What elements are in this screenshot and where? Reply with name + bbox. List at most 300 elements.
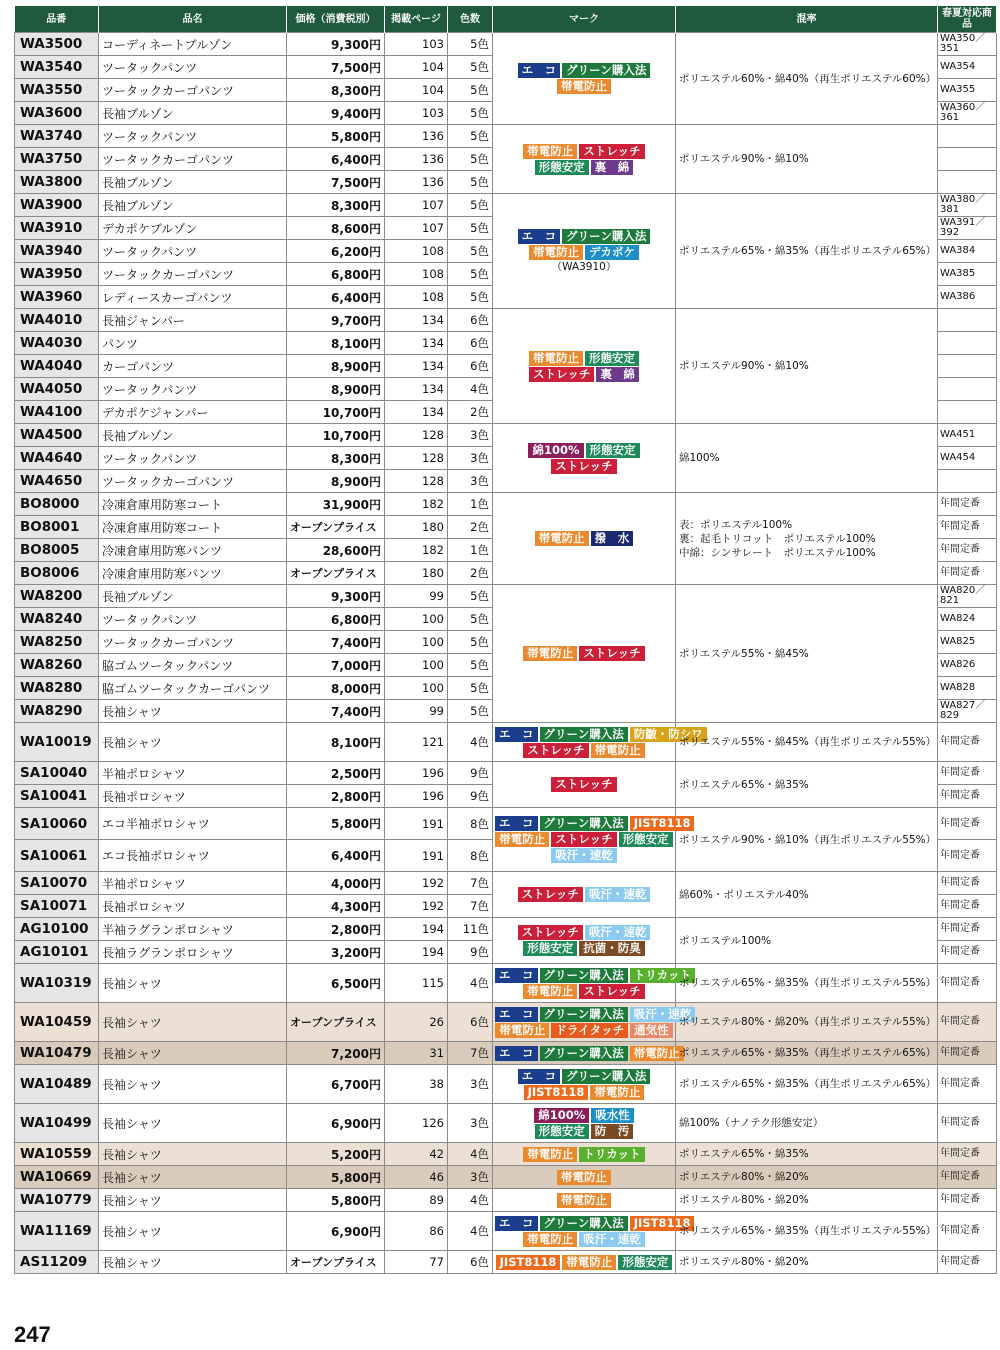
mark-badge: ストレッチ — [551, 459, 616, 474]
mark-badge: 形態安定 — [523, 941, 577, 956]
mark-cell — [493, 762, 676, 808]
table-body — [15, 33, 997, 1274]
mark-badge: 形態安定 — [535, 160, 589, 175]
table-row — [15, 723, 997, 762]
mark-cell — [493, 1251, 676, 1274]
color-count: 5色 — [448, 79, 493, 102]
product-code: WA4030 — [15, 332, 99, 355]
catalog-page: 121 — [385, 723, 448, 762]
catalog-page: 104 — [385, 79, 448, 102]
fabric-mix: ポリエステル65%・綿35%（再生ポリエステル65%） — [676, 1042, 938, 1065]
mark-line — [494, 925, 674, 940]
product-code: WA4040 — [15, 355, 99, 378]
product-name: 長袖シャツ — [99, 1143, 287, 1166]
product-code: WA8290 — [15, 700, 99, 723]
mark-line — [494, 646, 674, 661]
mark-badge: ストレッチ — [518, 887, 583, 902]
color-count: 5色 — [448, 102, 493, 125]
color-count: 5色 — [448, 677, 493, 700]
summer-item: WA828 — [938, 677, 997, 700]
mark-cell — [493, 585, 676, 723]
mark-badge: 帯電防止 — [562, 1255, 616, 1270]
product-code: WA3500 — [15, 33, 99, 56]
mark-line — [494, 887, 674, 902]
product-code: WA3950 — [15, 263, 99, 286]
color-count: 4色 — [448, 723, 493, 762]
summer-item: 年間定番 — [938, 872, 997, 895]
mark-cell — [493, 33, 676, 125]
product-price: オープンプライス — [287, 516, 385, 539]
color-count: 5色 — [448, 56, 493, 79]
color-count: 5色 — [448, 263, 493, 286]
product-code: WA8280 — [15, 677, 99, 700]
summer-item: 年間定番 — [938, 785, 997, 808]
product-price: 9,300円 — [287, 585, 385, 608]
product-name: カーゴパンツ — [99, 355, 287, 378]
catalog-page: 104 — [385, 56, 448, 79]
summer-item: WA354 — [938, 56, 997, 79]
mark-cell — [493, 1104, 676, 1143]
product-price: 5,200円 — [287, 1143, 385, 1166]
product-name: 半袖ポロシャツ — [99, 762, 287, 785]
product-name: ツータックカーゴパンツ — [99, 631, 287, 654]
product-code: SA10041 — [15, 785, 99, 808]
product-name: コーディネートブルゾン — [99, 33, 287, 56]
product-name: 長袖ブルゾン — [99, 585, 287, 608]
catalog-page: 99 — [385, 700, 448, 723]
product-code: WA8240 — [15, 608, 99, 631]
summer-item: 年間定番 — [938, 1104, 997, 1143]
mark-line — [494, 63, 674, 78]
summer-item: 年間定番 — [938, 941, 997, 964]
mark-line — [494, 1147, 674, 1162]
product-name: エコ半袖ポロシャツ — [99, 808, 287, 840]
header-name: 品名 — [99, 6, 287, 33]
product-name: ツータックカーゴパンツ — [99, 263, 287, 286]
summer-item: WA355 — [938, 79, 997, 102]
product-price: 8,100円 — [287, 723, 385, 762]
mark-badge: ストレッチ — [523, 743, 588, 758]
product-name: 冷凍倉庫用防寒コート — [99, 493, 287, 516]
mark-badge: 形態安定 — [535, 1124, 589, 1139]
color-count: 6色 — [448, 309, 493, 332]
product-price: 7,500円 — [287, 56, 385, 79]
color-count: 2色 — [448, 562, 493, 585]
catalog-page: 136 — [385, 148, 448, 171]
mark-badge: グリーン購入法 — [540, 968, 628, 983]
product-name: ツータックパンツ — [99, 125, 287, 148]
product-price: 2,500円 — [287, 762, 385, 785]
fabric-mix: ポリエステル90%・綿10%（再生ポリエステル55%） — [676, 808, 938, 872]
product-code: WA10489 — [15, 1065, 99, 1104]
summer-item: 年間定番 — [938, 539, 997, 562]
mark-cell — [493, 723, 703, 762]
header-colors: 色数 — [448, 6, 493, 33]
product-price: 5,800円 — [287, 808, 385, 840]
catalog-page: 194 — [385, 918, 448, 941]
color-count: 3色 — [448, 1104, 493, 1143]
catalog-page: 182 — [385, 539, 448, 562]
product-name: ツータックカーゴパンツ — [99, 470, 287, 493]
product-price: 2,800円 — [287, 785, 385, 808]
product-price: 5,800円 — [287, 125, 385, 148]
product-code: WA4500 — [15, 424, 99, 447]
mark-cell — [493, 918, 676, 964]
color-count: 6色 — [448, 332, 493, 355]
mark-badge: JIST8118 — [630, 1216, 695, 1231]
summer-item: 年間定番 — [938, 1251, 997, 1274]
mark-badge: 撥 水 — [591, 531, 634, 546]
mark-badge: ドライタッチ — [551, 1023, 628, 1038]
product-code: AG10100 — [15, 918, 99, 941]
summer-item: 年間定番 — [938, 1212, 997, 1251]
mark-badge: ストレッチ — [579, 984, 644, 999]
mark-cell — [493, 1003, 692, 1042]
product-price: 6,900円 — [287, 1104, 385, 1143]
product-price: 8,900円 — [287, 378, 385, 401]
mark-cell — [493, 194, 676, 309]
mark-badge: 綿100% — [534, 1108, 589, 1123]
product-code: WA4100 — [15, 401, 99, 424]
catalog-page: 196 — [385, 785, 448, 808]
color-count: 1色 — [448, 493, 493, 516]
product-code: WA3540 — [15, 56, 99, 79]
product-name: 長袖ブルゾン — [99, 194, 287, 217]
fabric-mix: ポリエステル100% — [676, 918, 938, 964]
product-code: WA4050 — [15, 378, 99, 401]
mark-cell — [493, 1212, 691, 1251]
mark-line — [494, 245, 674, 260]
product-code: WA10459 — [15, 1003, 99, 1042]
color-count: 11色 — [448, 918, 493, 941]
catalog-page: 192 — [385, 872, 448, 895]
color-count: 5色 — [448, 608, 493, 631]
color-count: 5色 — [448, 700, 493, 723]
mark-badge: 帯電防止 — [495, 1023, 549, 1038]
color-count: 2色 — [448, 516, 493, 539]
summer-item — [938, 148, 997, 171]
table-row — [15, 125, 997, 148]
product-name: 脇ゴムツータックカーゴパンツ — [99, 677, 287, 700]
fabric-mix: ポリエステル60%・綿40%（再生ポリエステル60%） — [676, 33, 938, 125]
mark-badge: トリカット — [579, 1147, 644, 1162]
color-count: 3色 — [448, 447, 493, 470]
summer-item: 年間定番 — [938, 1143, 997, 1166]
catalog-page: 99 — [385, 585, 448, 608]
catalog-page: 100 — [385, 654, 448, 677]
color-count: 4色 — [448, 964, 493, 1003]
color-count: 5色 — [448, 217, 493, 240]
mark-badge: エ コ — [495, 1007, 538, 1022]
mark-badge: ストレッチ — [551, 777, 616, 792]
mark-badge: ストレッチ — [518, 925, 583, 940]
mark-badge: 吸汗・速乾 — [551, 848, 617, 863]
table-row — [15, 1212, 997, 1251]
product-code: WA8200 — [15, 585, 99, 608]
table-row — [15, 585, 997, 608]
mark-badge: グリーン購入法 — [562, 63, 650, 78]
color-count: 3色 — [448, 1166, 493, 1189]
product-name: 長袖シャツ — [99, 1104, 287, 1143]
mark-cell — [493, 1189, 676, 1212]
mark-badge: 帯電防止 — [529, 245, 583, 260]
product-name: 半袖ラグランポロシャツ — [99, 918, 287, 941]
table-row — [15, 1003, 997, 1042]
mark-badge: 形態安定 — [585, 351, 639, 366]
product-price: 6,400円 — [287, 148, 385, 171]
product-name: 長袖シャツ — [99, 1003, 287, 1042]
table-row — [15, 1166, 997, 1189]
mark-badge: エ コ — [495, 727, 538, 742]
catalog-page: 31 — [385, 1042, 448, 1065]
mark-badge: 吸汗・速乾 — [579, 1232, 645, 1247]
summer-item: 年間定番 — [938, 840, 997, 872]
mark-badge: エ コ — [495, 1216, 538, 1231]
color-count: 7色 — [448, 895, 493, 918]
catalog-page: 180 — [385, 562, 448, 585]
summer-item — [938, 125, 997, 148]
color-count: 3色 — [448, 470, 493, 493]
catalog-page: 136 — [385, 171, 448, 194]
mark-line — [494, 1193, 674, 1208]
mark-badge: エ コ — [495, 816, 538, 831]
fabric-mix: ポリエステル65%・綿35%（再生ポリエステル65%） — [676, 194, 938, 309]
product-price: 10,700円 — [287, 401, 385, 424]
product-code: WA4640 — [15, 447, 99, 470]
product-price: 6,700円 — [287, 1065, 385, 1104]
product-code: BO8000 — [15, 493, 99, 516]
table-row — [15, 1251, 997, 1274]
product-code: SA10061 — [15, 840, 99, 872]
color-count: 4色 — [448, 1189, 493, 1212]
summer-item: 年間定番 — [938, 516, 997, 539]
mark-line — [494, 79, 674, 94]
mark-badge: JIST8118 — [524, 1085, 589, 1100]
summer-item: WA380／381 — [938, 194, 997, 217]
summer-item: WA386 — [938, 286, 997, 309]
product-price: 8,300円 — [287, 194, 385, 217]
mark-badge: 帯電防止 — [557, 1193, 611, 1208]
fabric-mix: ポリエステル80%・綿20% — [676, 1166, 938, 1189]
product-price: 6,500円 — [287, 964, 385, 1003]
product-name: 長袖シャツ — [99, 1042, 287, 1065]
fabric-mix: ポリエステル55%・綿45%（再生ポリエステル55%） — [676, 723, 938, 762]
mark-line — [494, 848, 674, 863]
summer-item: WA825 — [938, 631, 997, 654]
product-code: WA3800 — [15, 171, 99, 194]
mark-line — [494, 1069, 674, 1084]
summer-item — [938, 470, 997, 493]
mark-cell — [493, 1042, 680, 1065]
mark-badge: 吸汗・速乾 — [630, 1007, 696, 1022]
product-price: 8,900円 — [287, 470, 385, 493]
summer-item: WA451 — [938, 424, 997, 447]
product-name: ツータックカーゴパンツ — [99, 148, 287, 171]
product-price: 8,100円 — [287, 332, 385, 355]
catalog-page: 180 — [385, 516, 448, 539]
mark-line — [494, 984, 674, 999]
color-count: 7色 — [448, 872, 493, 895]
product-price: 6,400円 — [287, 840, 385, 872]
summer-item: 年間定番 — [938, 723, 997, 762]
product-name: 長袖ポロシャツ — [99, 785, 287, 808]
product-price: 31,900円 — [287, 493, 385, 516]
mark-line — [494, 816, 691, 831]
mark-line — [494, 967, 692, 983]
catalog-page: 134 — [385, 401, 448, 424]
summer-item — [938, 401, 997, 424]
product-price: 8,300円 — [287, 447, 385, 470]
mark-line — [494, 1215, 691, 1231]
summer-item: WA385 — [938, 263, 997, 286]
color-count: 3色 — [448, 1065, 493, 1104]
table-row — [15, 1065, 997, 1104]
mark-badge: ストレッチ — [551, 832, 616, 847]
mark-line — [494, 726, 703, 742]
summer-item: 年間定番 — [938, 1166, 997, 1189]
product-code: WA10019 — [15, 723, 99, 762]
mark-badge: トリカット — [630, 968, 695, 983]
product-name: 冷凍倉庫用防寒パンツ — [99, 562, 287, 585]
color-count: 5色 — [448, 194, 493, 217]
table-row — [15, 872, 997, 895]
mark-badge: ストレッチ — [529, 367, 594, 382]
product-code: WA3600 — [15, 102, 99, 125]
mark-line — [494, 1023, 674, 1038]
mark-badge: 帯電防止 — [523, 1232, 577, 1247]
color-count: 4色 — [448, 1212, 493, 1251]
mark-badge: 綿100% — [528, 443, 583, 458]
product-price: オープンプライス — [287, 1003, 385, 1042]
mark-line — [494, 459, 674, 474]
table-row — [15, 309, 997, 332]
product-name: 長袖シャツ — [99, 1189, 287, 1212]
mark-badge: 帯電防止 — [535, 531, 589, 546]
product-name: 長袖ブルゾン — [99, 102, 287, 125]
fabric-mix: ポリエステル55%・綿45% — [676, 585, 938, 723]
color-count: 9色 — [448, 785, 493, 808]
mark-badge: 抗菌・防臭 — [579, 941, 645, 956]
color-count: 6色 — [448, 355, 493, 378]
catalog-page: 196 — [385, 762, 448, 785]
product-code: WA3960 — [15, 286, 99, 309]
product-price: 6,900円 — [287, 1212, 385, 1251]
catalog-page: 108 — [385, 263, 448, 286]
summer-item: 年間定番 — [938, 1189, 997, 1212]
color-count: 5色 — [448, 286, 493, 309]
catalog-page: 103 — [385, 102, 448, 125]
color-count: 9色 — [448, 762, 493, 785]
product-name: デカポケブルゾン — [99, 217, 287, 240]
product-code: BO8005 — [15, 539, 99, 562]
header-summer: 春夏対応商品 — [938, 6, 997, 33]
summer-item: 年間定番 — [938, 1065, 997, 1104]
product-name: デカポケジャンパー — [99, 401, 287, 424]
product-price: 8,600円 — [287, 217, 385, 240]
summer-item: 年間定番 — [938, 562, 997, 585]
catalog-page: 115 — [385, 964, 448, 1003]
mark-cell — [493, 964, 692, 1003]
product-price: 10,700円 — [287, 424, 385, 447]
mark-badge: ストレッチ — [579, 144, 644, 159]
header-row — [15, 6, 997, 33]
catalog-page: 191 — [385, 840, 448, 872]
header-code: 品番 — [15, 6, 99, 33]
table-row — [15, 33, 997, 56]
mark-badge: グリーン購入法 — [540, 727, 628, 742]
mark-line — [494, 941, 674, 956]
product-price: 4,300円 — [287, 895, 385, 918]
mark-badge: 帯電防止 — [591, 743, 645, 758]
color-count: 5色 — [448, 654, 493, 677]
product-code: SA10040 — [15, 762, 99, 785]
fabric-mix: ポリエステル65%・綿35%（再生ポリエステル55%） — [676, 1212, 938, 1251]
mark-badge: エ コ — [518, 229, 561, 244]
mark-badge: 吸汗・速乾 — [585, 887, 651, 902]
color-count: 5色 — [448, 148, 493, 171]
table-row — [15, 424, 997, 447]
product-price: 9,400円 — [287, 102, 385, 125]
table-row — [15, 1042, 997, 1065]
fabric-mix: ポリエステル80%・綿20% — [676, 1251, 938, 1274]
summer-item: WA826 — [938, 654, 997, 677]
mark-line — [494, 1255, 674, 1270]
mark-cell — [493, 309, 676, 424]
product-code: WA3910 — [15, 217, 99, 240]
mark-line — [494, 367, 674, 382]
summer-item: 年間定番 — [938, 918, 997, 941]
catalog-page: 107 — [385, 194, 448, 217]
product-name: レディースカーゴパンツ — [99, 286, 287, 309]
product-price: 8,000円 — [287, 677, 385, 700]
product-name: 長袖ジャンパー — [99, 309, 287, 332]
summer-item: WA384 — [938, 240, 997, 263]
catalog-page: 100 — [385, 677, 448, 700]
color-count: 5色 — [448, 171, 493, 194]
catalog-page: 126 — [385, 1104, 448, 1143]
summer-item: WA827／829 — [938, 700, 997, 723]
product-code: BO8006 — [15, 562, 99, 585]
color-count: 3色 — [448, 424, 493, 447]
product-name: ツータックパンツ — [99, 240, 287, 263]
mark-line — [494, 1232, 674, 1247]
product-code: AG10101 — [15, 941, 99, 964]
catalog-page: 128 — [385, 424, 448, 447]
mark-line — [494, 531, 674, 546]
fabric-mix: ポリエステル65%・綿35%（再生ポリエステル65%） — [676, 1065, 938, 1104]
summer-item: WA820／821 — [938, 585, 997, 608]
catalog-page: 136 — [385, 125, 448, 148]
summer-item: WA350／351 — [938, 33, 997, 56]
product-name: ツータックパンツ — [99, 378, 287, 401]
mark-line — [494, 351, 674, 366]
product-code: SA10060 — [15, 808, 99, 840]
product-code: WA4010 — [15, 309, 99, 332]
catalog-page: 46 — [385, 1166, 448, 1189]
fabric-mix: 綿60%・ポリエステル40% — [676, 872, 938, 918]
mark-badge: JIST8118 — [496, 1255, 561, 1270]
catalog-page: 128 — [385, 470, 448, 493]
mark-line — [494, 144, 674, 159]
fabric-mix: ポリエステル90%・綿10% — [676, 309, 938, 424]
color-count: 5色 — [448, 125, 493, 148]
product-price: 3,200円 — [287, 941, 385, 964]
summer-item — [938, 332, 997, 355]
product-code: WA10559 — [15, 1143, 99, 1166]
mark-line — [494, 160, 674, 175]
mark-line — [494, 1085, 674, 1100]
mark-badge: エ コ — [518, 1069, 561, 1084]
